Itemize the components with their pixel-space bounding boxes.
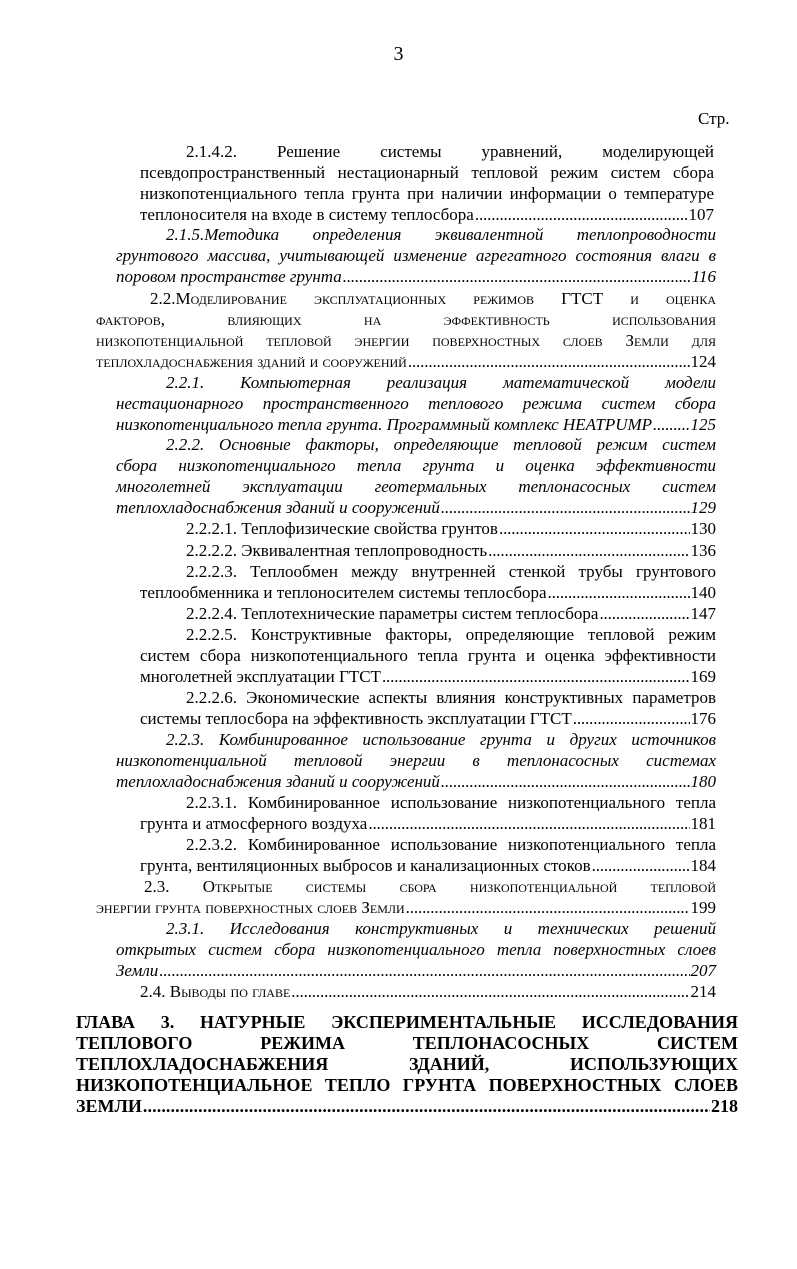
- toc-page-number: 176: [690, 709, 716, 728]
- toc-entry-line: открытых систем сбора низкопотенциального тепла поверхностных слоев: [116, 940, 716, 959]
- dot-leader: [291, 981, 689, 1002]
- dot-leader: [159, 960, 689, 981]
- toc-entry-line: 2.2.1. Компьютерная реализация математической модели: [166, 373, 716, 392]
- toc-page-number: 199: [690, 898, 716, 917]
- toc-page-number: 125: [690, 415, 716, 434]
- toc-entry-line: 2.4. Выводы по главе: [140, 982, 291, 1001]
- toc-entry-line: сбора низкопотенциального тепла грунта и оценка эффективности: [116, 456, 716, 475]
- toc-entry-line: теплообменника и теплоносителем системы теплосбора: [140, 583, 547, 602]
- toc-entry-line: систем сбора низкопотенциального тепла грунта и оценка эффективности: [140, 646, 716, 665]
- toc-entry[interactable]: [116, 434, 716, 518]
- toc-entry-line: 2.1.4.2. Решение системы уравнений, моделирующей: [186, 142, 714, 161]
- dot-leader: [406, 897, 690, 918]
- page-number: 3: [393, 43, 404, 65]
- toc-entry[interactable]: [140, 687, 716, 729]
- toc-entry-line: теплохладоснабжения зданий и сооружений: [116, 772, 440, 791]
- toc-page-number: 124: [690, 352, 716, 371]
- toc-page-number: 169: [690, 667, 716, 686]
- toc-entry[interactable]: [140, 624, 716, 687]
- toc-entry-line: 2.1.5.Методика определения эквивалентной теплопроводности: [166, 225, 716, 244]
- toc-entry-line: многолетней эксплуатации ГТСТ: [140, 667, 381, 686]
- toc-entry-line: 2.2.2.3. Теплообмен между внутренней стенкой трубы грунтового: [186, 562, 716, 581]
- toc-entry[interactable]: [96, 876, 716, 918]
- toc-entry-line: теплохладоснабжения зданий и сооружений: [116, 498, 440, 517]
- toc-page-number: 180: [690, 772, 716, 791]
- toc-entry[interactable]: [140, 561, 716, 603]
- toc-entry[interactable]: [116, 372, 716, 435]
- toc-entry-line: ГЛАВА 3. НАТУРНЫЕ ЭКСПЕРИМЕНТАЛЬНЫЕ ИССЛЕДОВАНИЯ: [76, 1012, 738, 1032]
- toc-entry-line: 2.2.2.1. Теплофизические свойства грунтов: [186, 519, 498, 538]
- toc-entry-line: теплохладоснабжения зданий и сооружений: [96, 352, 407, 371]
- dot-leader: [382, 666, 690, 687]
- toc-entry[interactable]: [116, 918, 716, 981]
- toc-entry-line: ТЕПЛОВОГО РЕЖИМА ТЕПЛОНАСОСНЫХ СИСТЕМ: [76, 1033, 738, 1053]
- toc-entry-line: ТЕПЛОХЛАДОСНАБЖЕНИЯ ЗДАНИЙ, ИСПОЛЬЗУЮЩИХ: [76, 1054, 738, 1074]
- toc-entry-line: 2.2.3. Комбинированное использование грунта и других источников: [166, 730, 716, 749]
- toc-page-number: 181: [690, 814, 716, 833]
- toc-entry[interactable]: [140, 981, 716, 1002]
- toc-entry[interactable]: [76, 1012, 738, 1117]
- toc-entry-line: 2.2.2.4. Теплотехнические параметры систем теплосбора: [186, 604, 599, 623]
- toc-entry-line: 2.2.2. Основные факторы, определяющие тепловой режим систем: [166, 435, 716, 454]
- toc-entry-line: низкопотенциальной тепловой энергии поверхностных слоев Земли для: [96, 331, 716, 350]
- toc-entry[interactable]: [140, 834, 716, 876]
- toc-entry[interactable]: [116, 729, 716, 792]
- toc-entry-line: 2.2.2.2. Эквивалентная теплопроводность: [186, 541, 488, 560]
- toc-page-number: 147: [690, 604, 716, 623]
- toc-entry-line: нестационарного пространственного теплового режима систем сбора: [116, 394, 716, 413]
- dot-leader: [441, 771, 690, 792]
- toc-entry-line: 2.3.1. Исследования конструктивных и технических решений: [166, 919, 716, 938]
- toc-entry-line: ЗЕМЛИ: [76, 1096, 142, 1116]
- toc-page-number: 218: [711, 1096, 738, 1116]
- toc-entry-line: системы теплосбора на эффективность эксплуатации ГТСТ: [140, 709, 572, 728]
- dot-leader: [653, 414, 689, 435]
- toc-entry[interactable]: [116, 224, 716, 287]
- toc-entry-line: 2.2.2.6. Экономические аспекты влияния конструктивных параметров: [186, 688, 716, 707]
- dot-leader: [499, 518, 690, 539]
- dot-leader: [548, 582, 690, 603]
- toc-entry[interactable]: [96, 288, 716, 372]
- toc-entry-line: низкопотенциального тепла грунта при наличии информации о температуре: [140, 184, 714, 203]
- toc-page-number: 140: [690, 583, 716, 602]
- dot-leader: [599, 603, 689, 624]
- dot-leader: [143, 1096, 710, 1117]
- dot-leader: [368, 813, 689, 834]
- page-column-label: Стр.: [698, 109, 730, 128]
- toc-entry-line: поровом пространстве грунта: [116, 267, 342, 286]
- dot-leader: [475, 204, 688, 225]
- toc-page-number: 129: [690, 498, 716, 517]
- dot-leader: [592, 855, 690, 876]
- toc-entry-line: энергии грунта поверхностных слоев Земли: [96, 898, 405, 917]
- toc-entry-line: псевдопространственный нестационарный тепловой режим систем сбора: [140, 163, 714, 182]
- toc-page-number: 116: [691, 267, 716, 286]
- toc-entry-line: 2.2.2.5. Конструктивные факторы, определяющие тепловой режим: [186, 625, 716, 644]
- toc-entry-line: 2.2.3.2. Комбинированное использование низкопотенциального тепла: [186, 835, 716, 854]
- dot-leader: [408, 351, 690, 372]
- toc-page-number: 214: [690, 982, 716, 1001]
- toc-page-number: 184: [690, 856, 716, 875]
- toc-page-number: 107: [688, 205, 714, 224]
- toc-entry-line: 2.3. Открытые системы сбора низкопотенциальной тепловой: [144, 877, 716, 896]
- toc-entry[interactable]: [186, 518, 716, 539]
- toc-entry-line: НИЗКОПОТЕНЦИАЛЬНОЕ ТЕПЛО ГРУНТА ПОВЕРХНОСТНЫХ СЛОЕВ: [76, 1075, 738, 1095]
- toc-entry-line: низкопотенциального тепла грунта. Программный комплекс HEATPUMP: [116, 415, 653, 434]
- toc-entry[interactable]: [186, 540, 716, 561]
- toc-page-number: 136: [690, 541, 716, 560]
- dot-leader: [488, 540, 689, 561]
- toc-entry-line: многолетней эксплуатации геотермальных теплонасосных систем: [116, 477, 716, 496]
- toc-entry-line: 2.2.Моделирование эксплуатационных режимов ГТСТ и оценка: [150, 289, 716, 308]
- toc-entry-line: факторов, влияющих на эффективность использования: [96, 310, 716, 329]
- toc-entry[interactable]: [140, 792, 716, 834]
- toc-entry-line: теплоносителя на входе в систему теплосбора: [140, 205, 474, 224]
- toc-entry-line: низкопотенциальной тепловой энергии в теплонасосных системах: [116, 751, 716, 770]
- toc-entry-line: 2.2.3.1. Комбинированное использование низкопотенциального тепла: [186, 793, 716, 812]
- toc-page-number: 207: [690, 961, 716, 980]
- dot-leader: [343, 266, 691, 287]
- toc-entry-line: Земли: [116, 961, 159, 980]
- dot-leader: [573, 708, 690, 729]
- toc-page-number: 130: [690, 519, 716, 538]
- toc-entry-line: грунта и атмосферного воздуха: [140, 814, 368, 833]
- toc-entry[interactable]: [186, 603, 716, 624]
- dot-leader: [441, 497, 690, 518]
- toc-entry-line: грунта, вентиляционных выбросов и канализационных стоков: [140, 856, 591, 875]
- toc-entry[interactable]: [140, 141, 714, 225]
- toc-entry-line: грунтового массива, учитывающей изменение агрегатного состояния влаги в: [116, 246, 716, 265]
